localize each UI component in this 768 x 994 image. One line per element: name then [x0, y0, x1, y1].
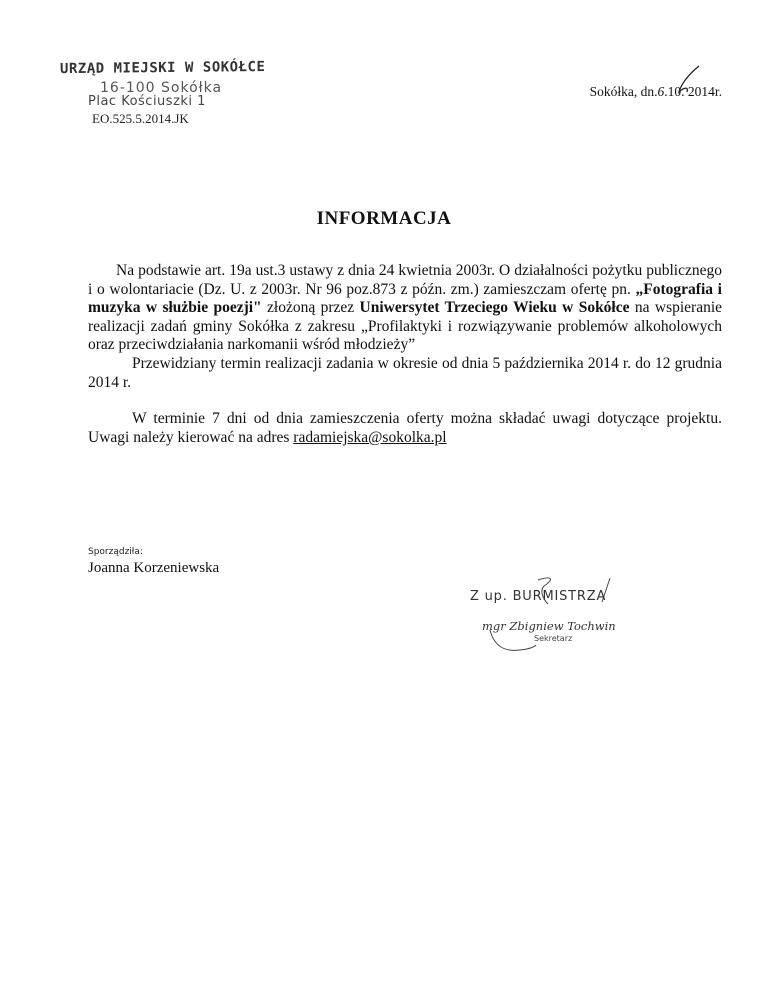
signature-authority: Z up. BURMISTRZA: [470, 589, 607, 604]
place-date-prefix: Sokółka, dn.: [589, 84, 658, 99]
document-title: INFORMACJA: [316, 208, 452, 229]
offer-title: „Fotografia i muzyka w służbie poezji": [88, 280, 722, 317]
stamp-street: Plac Kościuszki 1: [88, 94, 206, 109]
paragraph-comments: [88, 410, 722, 447]
prepared-by-name: Joanna Korzeniewska: [88, 560, 220, 576]
paragraph-offer: [88, 262, 722, 355]
signatory-name: mgr Zbigniew Tochwin: [482, 619, 616, 633]
organization-name: Uniwersytet Trzeciego Wieku w Sokółce: [359, 299, 630, 317]
handwritten-date-mark: [675, 64, 705, 96]
paragraph-offer-end: na wspieranie realizacji zadań gminy Sokółka z zakresu „Profilaktyki i rozwiązywanie problemów alkoholowych oraz przeciwdziałania narkomanii wśród młodzieży”: [88, 299, 723, 354]
place-date-suffix: .10. 2014r.: [664, 84, 722, 99]
paragraph-term: Przewidziany termin realizacji zadania w okresie od dnia 5 października 2014 r. do 12 grudnia 2014 r.: [88, 354, 722, 391]
reference-number: EO.525.5.2014.JK: [92, 111, 189, 126]
office-stamp: [60, 60, 280, 109]
paragraph-offer-mid: złożoną przez: [261, 299, 360, 317]
signatory-role: Sekretarz: [534, 634, 573, 643]
document-body: [88, 262, 722, 447]
paragraph-comments-text: W terminie 7 dni od dnia zamieszczenia oferty można składać uwagi dotyczące projektu. Uwagi należy kierować na adres: [88, 410, 722, 446]
signature-block: [460, 572, 660, 672]
prepared-by-label: Sporządziła:: [88, 547, 143, 557]
email-link[interactable]: radamiejska@sokolka.pl: [293, 428, 447, 446]
place-date-handwritten-day: 6: [657, 84, 665, 99]
stamp-postal-city: 16-100 Sokółka: [100, 80, 223, 96]
paragraph-offer-intro: Na podstawie art. 19a ust.3 ustawy z dnia 24 kwietnia 2003r. O działalności pożytku publicznego i o wolontariacie (Dz. U. z 2003r. Nr 96 poz.873 z późn. zm.) zamieszczam ofertę pn.: [88, 262, 722, 298]
stamp-office-name: URZĄD MIEJSKI W SOKÓŁCE: [59, 59, 266, 78]
